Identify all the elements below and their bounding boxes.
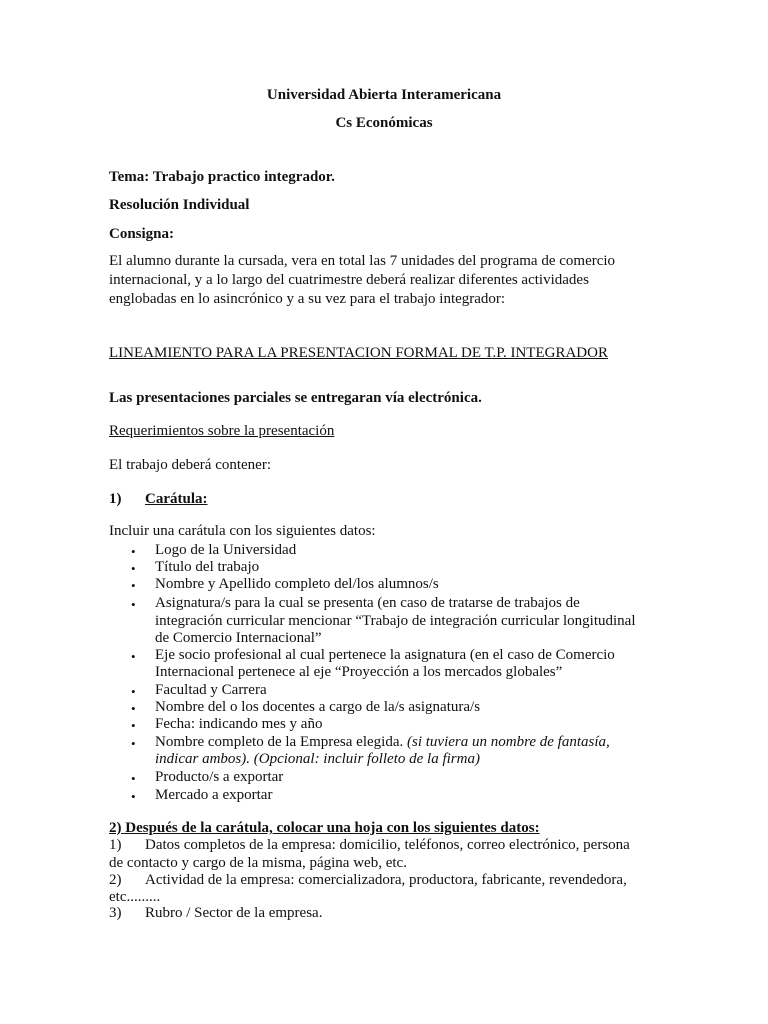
consigna-line: internacional, y a lo largo del cuatrimestre deberá realizar diferentes actividades: [109, 272, 589, 288]
bullet-icon: •: [131, 736, 136, 751]
trabajo-contener-text: El trabajo deberá contener:: [109, 457, 271, 473]
numbered-index: 2): [109, 872, 122, 888]
bullet-icon: •: [131, 597, 136, 612]
bullet-item-docentes: Nombre del o los docentes a cargo de la/s asignatura/s: [155, 699, 481, 715]
bullet-icon: •: [131, 701, 136, 716]
numbered-item-2-cont: etc.........: [109, 889, 161, 905]
bullet-item-empresa: [155, 735, 610, 750]
caratula-intro: Incluir una carátula con los siguientes datos:: [109, 523, 376, 539]
section2-heading: 2) Después de la carátula, colocar una hoja con los siguientes datos:: [109, 820, 540, 836]
bullet-item-mercado: Mercado a exportar: [155, 787, 273, 803]
bullet-icon: •: [131, 789, 136, 804]
bullet-icon: •: [131, 649, 136, 664]
resolucion-heading: Resolución Individual: [109, 197, 250, 213]
section1-title: Carátula:: [145, 491, 208, 507]
consigna-heading: Consigna:: [109, 226, 175, 242]
numbered-index: 3): [109, 905, 122, 921]
numbered-item-3: Rubro / Sector de la empresa.: [145, 905, 323, 921]
bullet-item-eje: Eje socio profesional al cual pertenece la asignatura (en el caso de Comercio: [155, 647, 615, 663]
bullet-item-producto: Producto/s a exportar: [155, 769, 284, 785]
numbered-index: 1): [109, 837, 122, 853]
bullet-item-nombre: Nombre y Apellido completo del/los alumnos/s: [155, 576, 439, 592]
bullet-item-logo: Logo de la Universidad: [155, 542, 297, 558]
bullet-icon: •: [131, 544, 136, 559]
lineamiento-heading: LINEAMIENTO PARA LA PRESENTACION FORMAL DE T.P. INTEGRADOR: [109, 345, 608, 361]
bullet-item-titulo: Título del trabajo: [155, 559, 260, 575]
consigna-line: englobadas en lo asincrónico y a su vez para el trabajo integrador:: [109, 291, 506, 307]
tema-heading: Tema: Trabajo practico integrador.: [109, 169, 335, 185]
bullet-item-eje-cont: Internacional pertenece al eje “Proyección a los mercados globales”: [155, 664, 563, 680]
university-title: Universidad Abierta Interamericana: [266, 87, 502, 103]
empresa-note: (si tuviera un nombre de fantasía,: [407, 734, 610, 750]
bullet-icon: •: [131, 684, 136, 699]
presentaciones-heading: Las presentaciones parciales se entregaran vía electrónica.: [109, 390, 482, 406]
bullet-icon: •: [131, 771, 136, 786]
bullet-item-asignatura-cont: integración curricular mencionar “Trabajo de integración curricular longitudinal: [155, 613, 636, 629]
numbered-item-1: Datos completos de la empresa: domicilio, teléfonos, correo electrónico, persona: [145, 837, 630, 853]
bullet-icon: •: [131, 578, 136, 593]
bullet-item-facultad: Facultad y Carrera: [155, 682, 267, 698]
section1-number: 1): [109, 491, 122, 507]
empresa-text: Nombre completo de la Empresa elegida.: [155, 734, 407, 750]
bullet-item-empresa-cont: indicar ambos). (Opcional: incluir folleto de la firma): [155, 751, 480, 767]
numbered-item-1-cont: de contacto y cargo de la misma, página web, etc.: [109, 855, 407, 871]
bullet-item-fecha: Fecha: indicando mes y año: [155, 716, 323, 732]
numbered-item-2: Actividad de la empresa: comercializadora, productora, fabricante, revendedora,: [145, 872, 627, 888]
bullet-item-asignatura: Asignatura/s para la cual se presenta (en caso de tratarse de trabajos de: [155, 595, 580, 611]
bullet-item-asignatura-cont: de Comercio Internacional”: [155, 630, 322, 646]
faculty-title: Cs Económicas: [335, 115, 433, 131]
requerimientos-heading: Requerimientos sobre la presentación: [109, 423, 335, 439]
bullet-icon: •: [131, 561, 136, 576]
bullet-icon: •: [131, 718, 136, 733]
consigna-line: El alumno durante la cursada, vera en total las 7 unidades del programa de comercio: [109, 253, 616, 269]
